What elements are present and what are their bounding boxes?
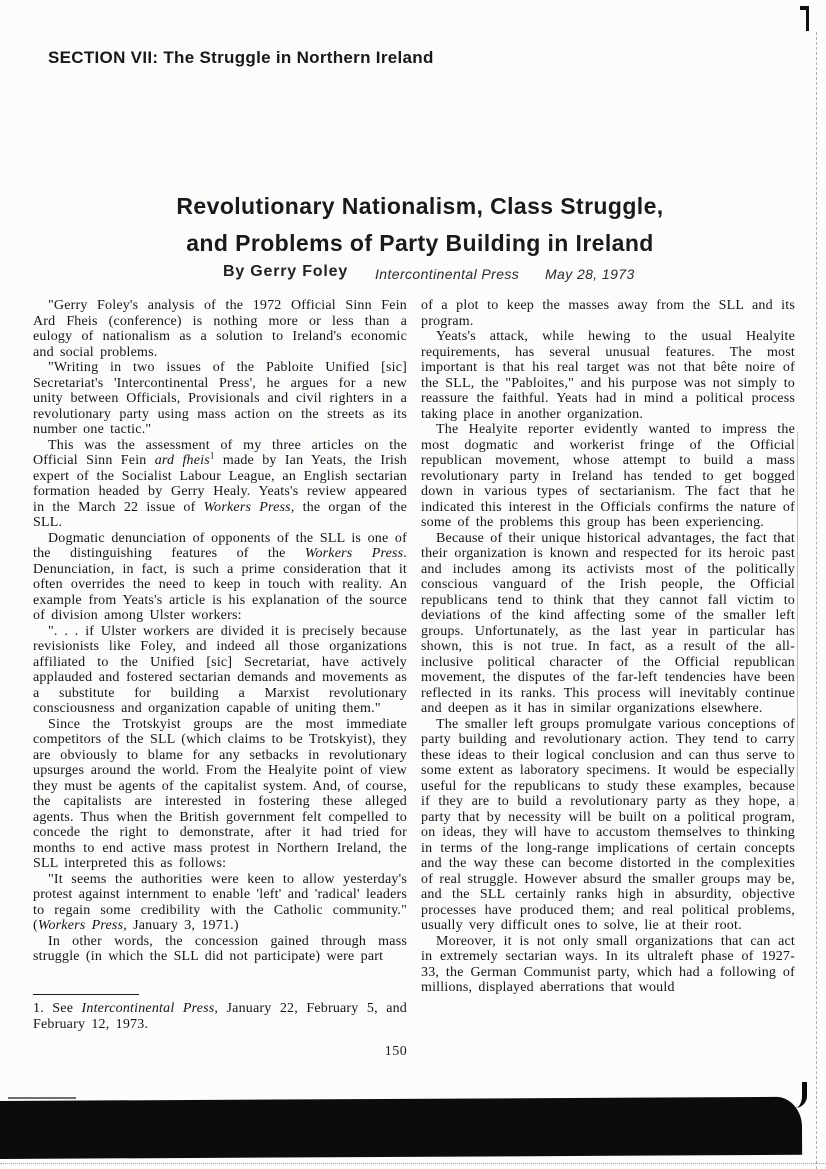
scan-shadow-bar bbox=[0, 1097, 802, 1159]
footnote-rule bbox=[33, 994, 139, 995]
footnote-text: 1. See Intercontinental Press, January 22, February 5, and February 12, 1973. bbox=[33, 1001, 408, 1032]
article-title-line1: Revolutionary Nationalism, Class Struggle, bbox=[176, 193, 664, 219]
corner-ink-mark bbox=[806, 8, 809, 31]
body-paragraph: of a plot to keep the masses away from the SLL and its program. bbox=[421, 298, 795, 329]
scan-bottom-edge-line bbox=[0, 1163, 826, 1164]
publication-name: Intercontinental Press bbox=[375, 266, 520, 282]
body-paragraph: In other words, the concession gained through mass struggle (in which the SLL did not participate) were part bbox=[33, 933, 407, 964]
body-paragraph: ". . . if Ulster workers are divided it is precisely because revisionists like Foley, and indeed all those organizations affiliated to the Unified [sic] Secretariat, have actively applauded and fostered sectarian demands and movements as a substitute for building a Marxist revolutionary consciousness and organization capable of uniting them." bbox=[33, 623, 407, 716]
scan-smudge bbox=[8, 1097, 76, 1099]
body-paragraph: Since the Trotskyist groups are the most immediate competitors of the SLL (which claims to be Trotskyist), they are obviously to blame for any setbacks in revolutionary upsurges around the world. From the Healyite point of view they must be agents of the capitalist system. And, of course, the capitalists are interested in fostering these alleged agents. Thus when the British government felt compelled to concede the right to demonstrate, after it had tried for months to end active mass protest in Northern Ireland, the SLL interpreted this as follows: bbox=[33, 716, 407, 871]
right-column bbox=[421, 298, 795, 1046]
article-title-line2: and Problems of Party Building in Ireland bbox=[186, 230, 654, 256]
body-paragraph: The Healyite reporter evidently wanted to impress the most dogmatic and workerist fringe of the Official republican movement, whose attempt to build a mass revolutionary party in Ireland has tended to get bogged down in various types of sectarianism. The fact that he indicated this interest in the Officials confirms the nature of some of the problems this group has been experiencing. bbox=[421, 422, 795, 530]
body-paragraph: "Writing in two issues of the Pabloite Unified [sic] Secretariat's 'Intercontinental Press', he argues for a new unity between Officials, Provisionals and civil righters in a revolutionary party using mass action on the streets as its number one tactic." bbox=[33, 360, 407, 437]
section-header: SECTION VII: The Struggle in Northern Ireland bbox=[48, 48, 434, 67]
body-paragraph: Moreover, it is not only small organizations that can act in extremely sectarian ways. In its ultraleft phase of 1927-33, the German Communist party, which had a following of millions, displayed aberrations that would bbox=[421, 933, 795, 995]
byline-author: By Gerry Foley bbox=[223, 263, 349, 280]
publication-date: May 28, 1973 bbox=[545, 266, 635, 282]
body-paragraph: Dogmatic denunciation of opponents of the SLL is one of the distinguishing features of the Workers Press. Denunciation, in fact, is such a prime consideration that it often overrides the need to keep in touch with reality. An example from Yeats's article is his explanation of the source of division among Ulster workers: bbox=[33, 530, 407, 623]
scan-page-edge-line bbox=[797, 432, 798, 807]
body-paragraph: "It seems the authorities were keen to allow yesterday's protest against internment to enable 'left' and 'radical' leaders to regain some credibility with the Catholic community." (Workers Press, January 3, 1971.) bbox=[33, 871, 407, 933]
footnote bbox=[33, 994, 407, 1032]
left-column bbox=[33, 298, 407, 992]
article-body bbox=[33, 298, 795, 1046]
scan-page-edge-dashed-line bbox=[816, 32, 817, 1169]
article-title bbox=[30, 188, 810, 262]
page-number: 150 bbox=[384, 1044, 408, 1059]
body-paragraph: Because of their unique historical advantages, the fact that their organization is known and respected for its heroic past and includes among its activists most of the politically conscious vanguard of the Irish people, the Official republicans tend to think that they cannot fall victim to deviations of the kind affecting some of the smaller left groups. Unfortunately, as the last year in particular has shown, this is not true. In fact, as a result of the all-inclusive political character of the Official republican movement, the disputes of the far-left tendencies have been reflected in its ranks. This process will inevitably continue and deepen as it has in similar organizations elsewhere. bbox=[421, 530, 795, 716]
body-paragraph: Yeats's attack, while hewing to the usual Healyite requirements, has several unusual features. The most important is that his real target was not that bête noire of the SLL, the "Pabloites," and his purpose was not simply to reassure the faithful. Yeats had in mind a political process taking place in another organization. bbox=[421, 329, 795, 422]
scan-shadow-bar-curl bbox=[790, 1082, 807, 1108]
corner-ink-mark bbox=[800, 6, 809, 10]
body-paragraph: This was the assessment of my three articles on the Official Sinn Fein ard fheis$^1$ made by Ian Yeats, the Irish expert of the Socialist Labour League, an English sectarian formation headed by Gerry Healy. Yeats's review appeared in the March 22 issue of Workers Press, the organ of the SLL. bbox=[33, 437, 407, 530]
body-paragraph: The smaller left groups promulgate various conceptions of party building and revolutionary action. They tend to carry these ideas to their logical conclusion and can thus serve to some extent as laboratory specimens. It would be especially useful for the republicans to study these examples, because if they are to build a revolutionary party as they hope, a party that by necessity will be built on a political program, on ideas, they will have to accustom themselves to thinking in terms of the long-range implications of certain concepts and the way these can become distorted in the complexities of real struggle. However absurd the smaller groups may be, and the SLL certainly ranks high in absurdity, objective processes have produced them; and real political problems, usually very difficult ones to solve, lie at their root. bbox=[421, 716, 795, 933]
body-paragraph: "Gerry Foley's analysis of the 1972 Official Sinn Fein Ard Fheis (conference) is nothing more or less than a eulogy of nationalism as a solution to Ireland's economic and social problems. bbox=[33, 298, 407, 360]
